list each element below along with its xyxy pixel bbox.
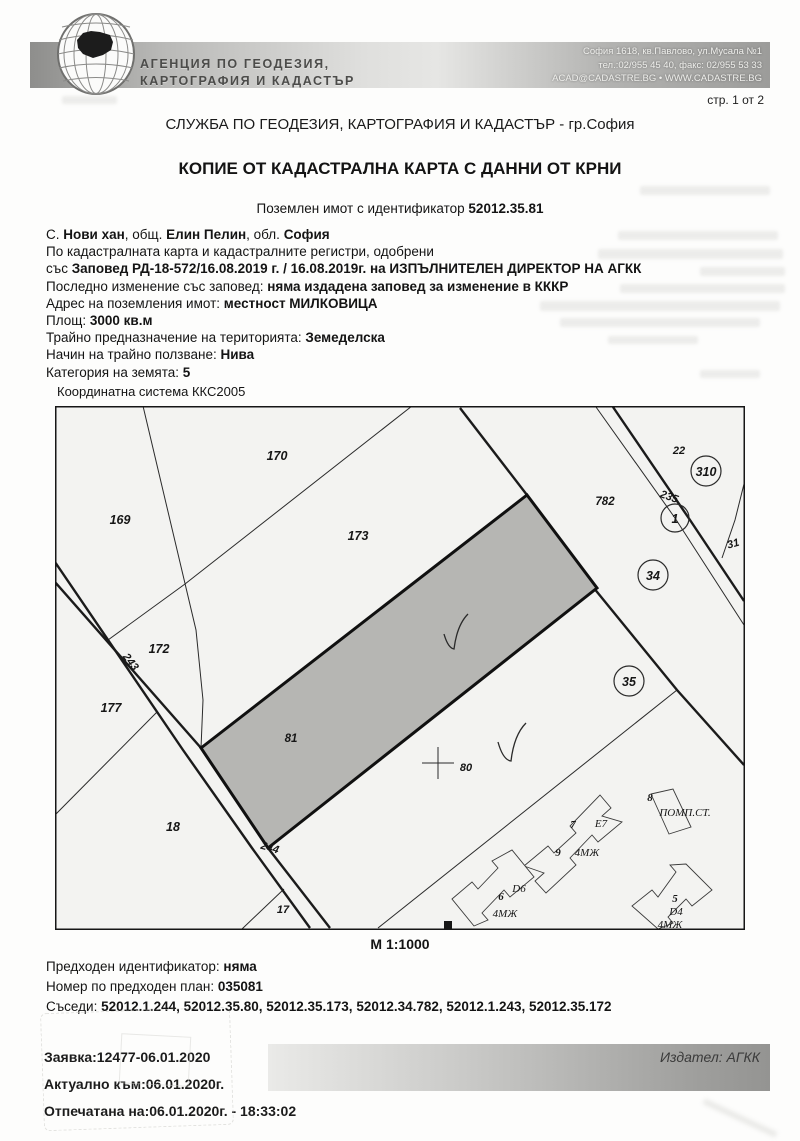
bleed-through-artifact	[560, 318, 760, 327]
building-label-E7: Е7	[594, 818, 608, 830]
point-label-80: 80	[459, 762, 473, 774]
service-title: СЛУЖБА ПО ГЕОДЕЗИЯ, КАРТОГРАФИЯ И КАДАСТЪР - гр.София	[165, 116, 635, 133]
point-label-34: 34	[646, 569, 660, 583]
info-order: със Заповед РД-18-572/16.08.2019 г. / 16.08.2019г. на ИЗПЪЛНИТЕЛЕН ДИРЕКТОР НА АГКК	[46, 261, 642, 277]
parcel-label-31: 31	[725, 536, 741, 552]
road-label-244: 244	[259, 839, 281, 857]
cadastral-map	[55, 406, 745, 930]
info-address: Адрес на поземления имот: местност МИЛКОВИЦА	[46, 295, 378, 311]
bleed-through-artifact	[62, 96, 117, 104]
subject-parcel-line: Поземлен имот с идентификатор 52012.35.81	[256, 201, 544, 216]
bleed-through-artifact	[608, 336, 698, 344]
building-label-5: 5	[672, 893, 678, 905]
parcel-label-81: 81	[284, 733, 298, 745]
building-label-9: 9	[555, 847, 561, 859]
parcel-label-172: 172	[148, 642, 170, 656]
document-title: КОПИЕ ОТ КАДАСТРАЛНА КАРТА С ДАННИ ОТ КРНИ	[178, 159, 622, 178]
bleed-through-artifact	[640, 186, 770, 195]
road-label-243: 243	[119, 651, 141, 674]
parcel-label-173: 173	[347, 529, 369, 543]
info-location: С. Нови хан, общ. Елин Пелин, обл. София	[46, 227, 330, 242]
footer-valid-line: Актуално към:06.01.2020г.	[44, 1076, 225, 1092]
building-label-D4: D4	[669, 906, 683, 918]
neighbours-line: Съседи: 52012.1.244, 52012.35.80, 52012.35.173, 52012.34.782, 52012.1.243, 52012.35.172	[46, 999, 612, 1014]
page-indicator: стр. 1 от 2	[707, 93, 764, 107]
parcel-label-17: 17	[276, 904, 290, 916]
smudge-artifact	[702, 1098, 777, 1137]
parcel-label-22: 22	[672, 445, 686, 457]
previous-plan-number-line: Номер по предходен план: 035081	[46, 979, 263, 994]
building-label-D6: D6	[512, 883, 526, 895]
cadastral-map-drawing	[55, 406, 745, 930]
info-last-change: Последно изменение със заповед: няма издадена заповед за изменение в КККР	[46, 278, 569, 294]
footer-issuer: Издател: АГКК	[659, 1049, 760, 1065]
info-approved-by: По кадастралната карта и кадастралните регистри, одобрени	[46, 244, 434, 260]
road-label-235: 235	[658, 488, 680, 506]
bleed-through-artifact	[598, 249, 783, 259]
parcel-label-18: 18	[166, 820, 180, 834]
agency-email-web: ACAD@CADASTRE.BG • WWW.CADASTRE.BG	[552, 73, 762, 84]
building-label-pump-station: ПОМП.СТ.	[659, 807, 711, 819]
point-label-35: 35	[622, 675, 636, 689]
building-label-8: 8	[647, 792, 653, 804]
info-land-use: Начин на трайно ползване: Нива	[46, 347, 255, 363]
bleed-through-artifact	[620, 284, 785, 293]
bleed-through-artifact	[540, 301, 780, 311]
footer-request-line: Заявка:12477-06.01.2020	[44, 1049, 211, 1065]
point-label-1: 1	[671, 512, 679, 526]
parcel-label-169: 169	[109, 513, 131, 527]
building-label-7: 7	[570, 819, 576, 831]
scan-mark	[444, 921, 452, 929]
info-area: Площ: 3000 кв.м	[46, 313, 153, 329]
building-type-4mzh: 4МЖ	[657, 919, 683, 930]
bleed-through-artifact	[700, 370, 760, 378]
parcel-label-170: 170	[266, 449, 288, 463]
agency-phone-fax: тел.:02/955 45 40, факс: 02/955 53 33	[598, 59, 762, 71]
map-scale-label: М 1:1000	[370, 936, 430, 952]
point-label-310: 310	[695, 465, 717, 479]
building-type-4mzh: 4МЖ	[492, 908, 518, 920]
info-land-category: Категория на земята: 5	[46, 364, 191, 380]
building-type-4mzh: 4МЖ	[574, 847, 600, 859]
agency-name	[140, 56, 355, 90]
bleed-through-artifact	[618, 231, 778, 240]
bleed-through-artifact	[700, 267, 785, 276]
info-territory-purpose: Трайно предназначение на територията: Земеделска	[46, 330, 385, 346]
agency-name-line1: АГЕНЦИЯ ПО ГЕОДЕЗИЯ,	[140, 57, 330, 71]
stamp-bleed-artifact	[119, 1033, 192, 1087]
parcel-label-177: 177	[100, 701, 122, 715]
agency-globe-logo-icon	[55, 10, 137, 96]
parcel-label-782: 782	[595, 496, 615, 508]
coordinate-system-label: Координатна система ККС2005	[57, 384, 246, 399]
building-label-6: 6	[498, 891, 504, 903]
previous-identifier-line: Предходен идентификатор: няма	[46, 959, 257, 974]
footer-printed-line: Отпечатана на:06.01.2020г. - 18:33:02	[44, 1103, 297, 1119]
agency-address: София 1618, кв.Павлово, ул.Мусала №1	[582, 46, 762, 57]
agency-address-block	[552, 45, 762, 86]
parcel-details-block	[46, 957, 612, 1017]
agency-name-line2: КАРТОГРАФИЯ И КАДАСТЪР	[140, 74, 355, 88]
